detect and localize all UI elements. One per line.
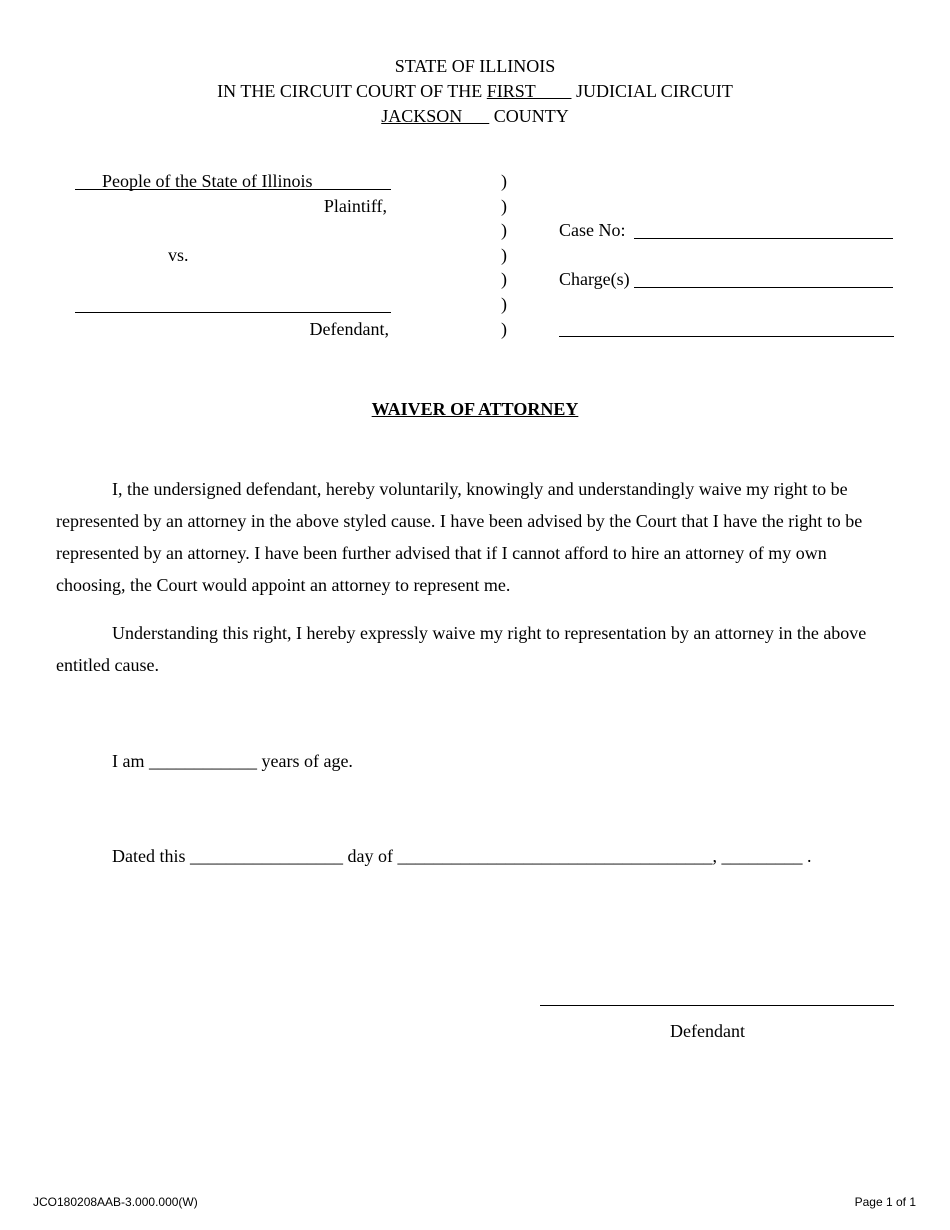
signature-label: Defendant — [670, 1021, 745, 1041]
dated-line[interactable]: Dated this _________________ day of ___________________________________, _________ . — [112, 846, 812, 866]
document-title: WAIVER OF ATTORNEY — [371, 399, 579, 419]
vs-label: vs. — [168, 245, 189, 265]
court-prefix: IN THE CIRCUIT COURT OF THE — [217, 81, 487, 101]
plaintiff-label: Plaintiff, — [323, 196, 387, 216]
caption-paren: ) — [501, 220, 507, 240]
case-no-field[interactable] — [634, 238, 893, 239]
county-suffix: COUNTY — [489, 106, 569, 126]
charges-label: Charge(s) — [559, 269, 630, 289]
caption-paren: ) — [501, 269, 507, 289]
circuit-suffix: JUDICIAL CIRCUIT — [571, 81, 733, 101]
county-name-field[interactable]: JACKSON — [381, 106, 490, 126]
plaintiff-name: People of the State of Illinois — [102, 171, 313, 191]
case-no-label: Case No: — [559, 220, 626, 240]
charges-field-line2[interactable] — [559, 336, 894, 337]
page-number: Page 1 of 1 — [854, 1195, 916, 1209]
defendant-label: Defendant, — [309, 319, 389, 339]
caption-paren: ) — [501, 245, 507, 265]
header-court-line — [0, 80, 950, 102]
waiver-paragraph: I, the undersigned defendant, hereby voluntarily, knowingly and understandingly waive my right to be represented by an attorney in the above styled cause. I have been advised by the Court that I have the right to be represented by an attorney. I have been further advised that if I cannot afford to hire an attorney of my own choosing, the Court would appoint an attorney to represent me. — [56, 479, 863, 595]
caption-paren: ) — [501, 196, 507, 216]
understanding-paragraph: Understanding this right, I hereby expressly waive my right to representation by an attorney in the above entitled cause. — [56, 623, 867, 675]
defendant-signature-field[interactable] — [540, 1005, 894, 1006]
caption-paren: ) — [501, 294, 507, 314]
plaintiff-name-underline — [75, 189, 391, 190]
header-state: STATE OF ILLINOIS — [394, 56, 556, 76]
header-county-line — [0, 105, 950, 127]
age-line[interactable]: I am ____________ years of age. — [112, 751, 353, 771]
defendant-name-field[interactable] — [75, 312, 391, 313]
caption-paren: ) — [501, 319, 507, 339]
circuit-name-field[interactable]: FIRST — [486, 81, 572, 101]
charges-field[interactable] — [634, 287, 893, 288]
caption-paren: ) — [501, 171, 507, 191]
form-id: JCO180208AAB-3.000.000(W) — [33, 1195, 198, 1209]
